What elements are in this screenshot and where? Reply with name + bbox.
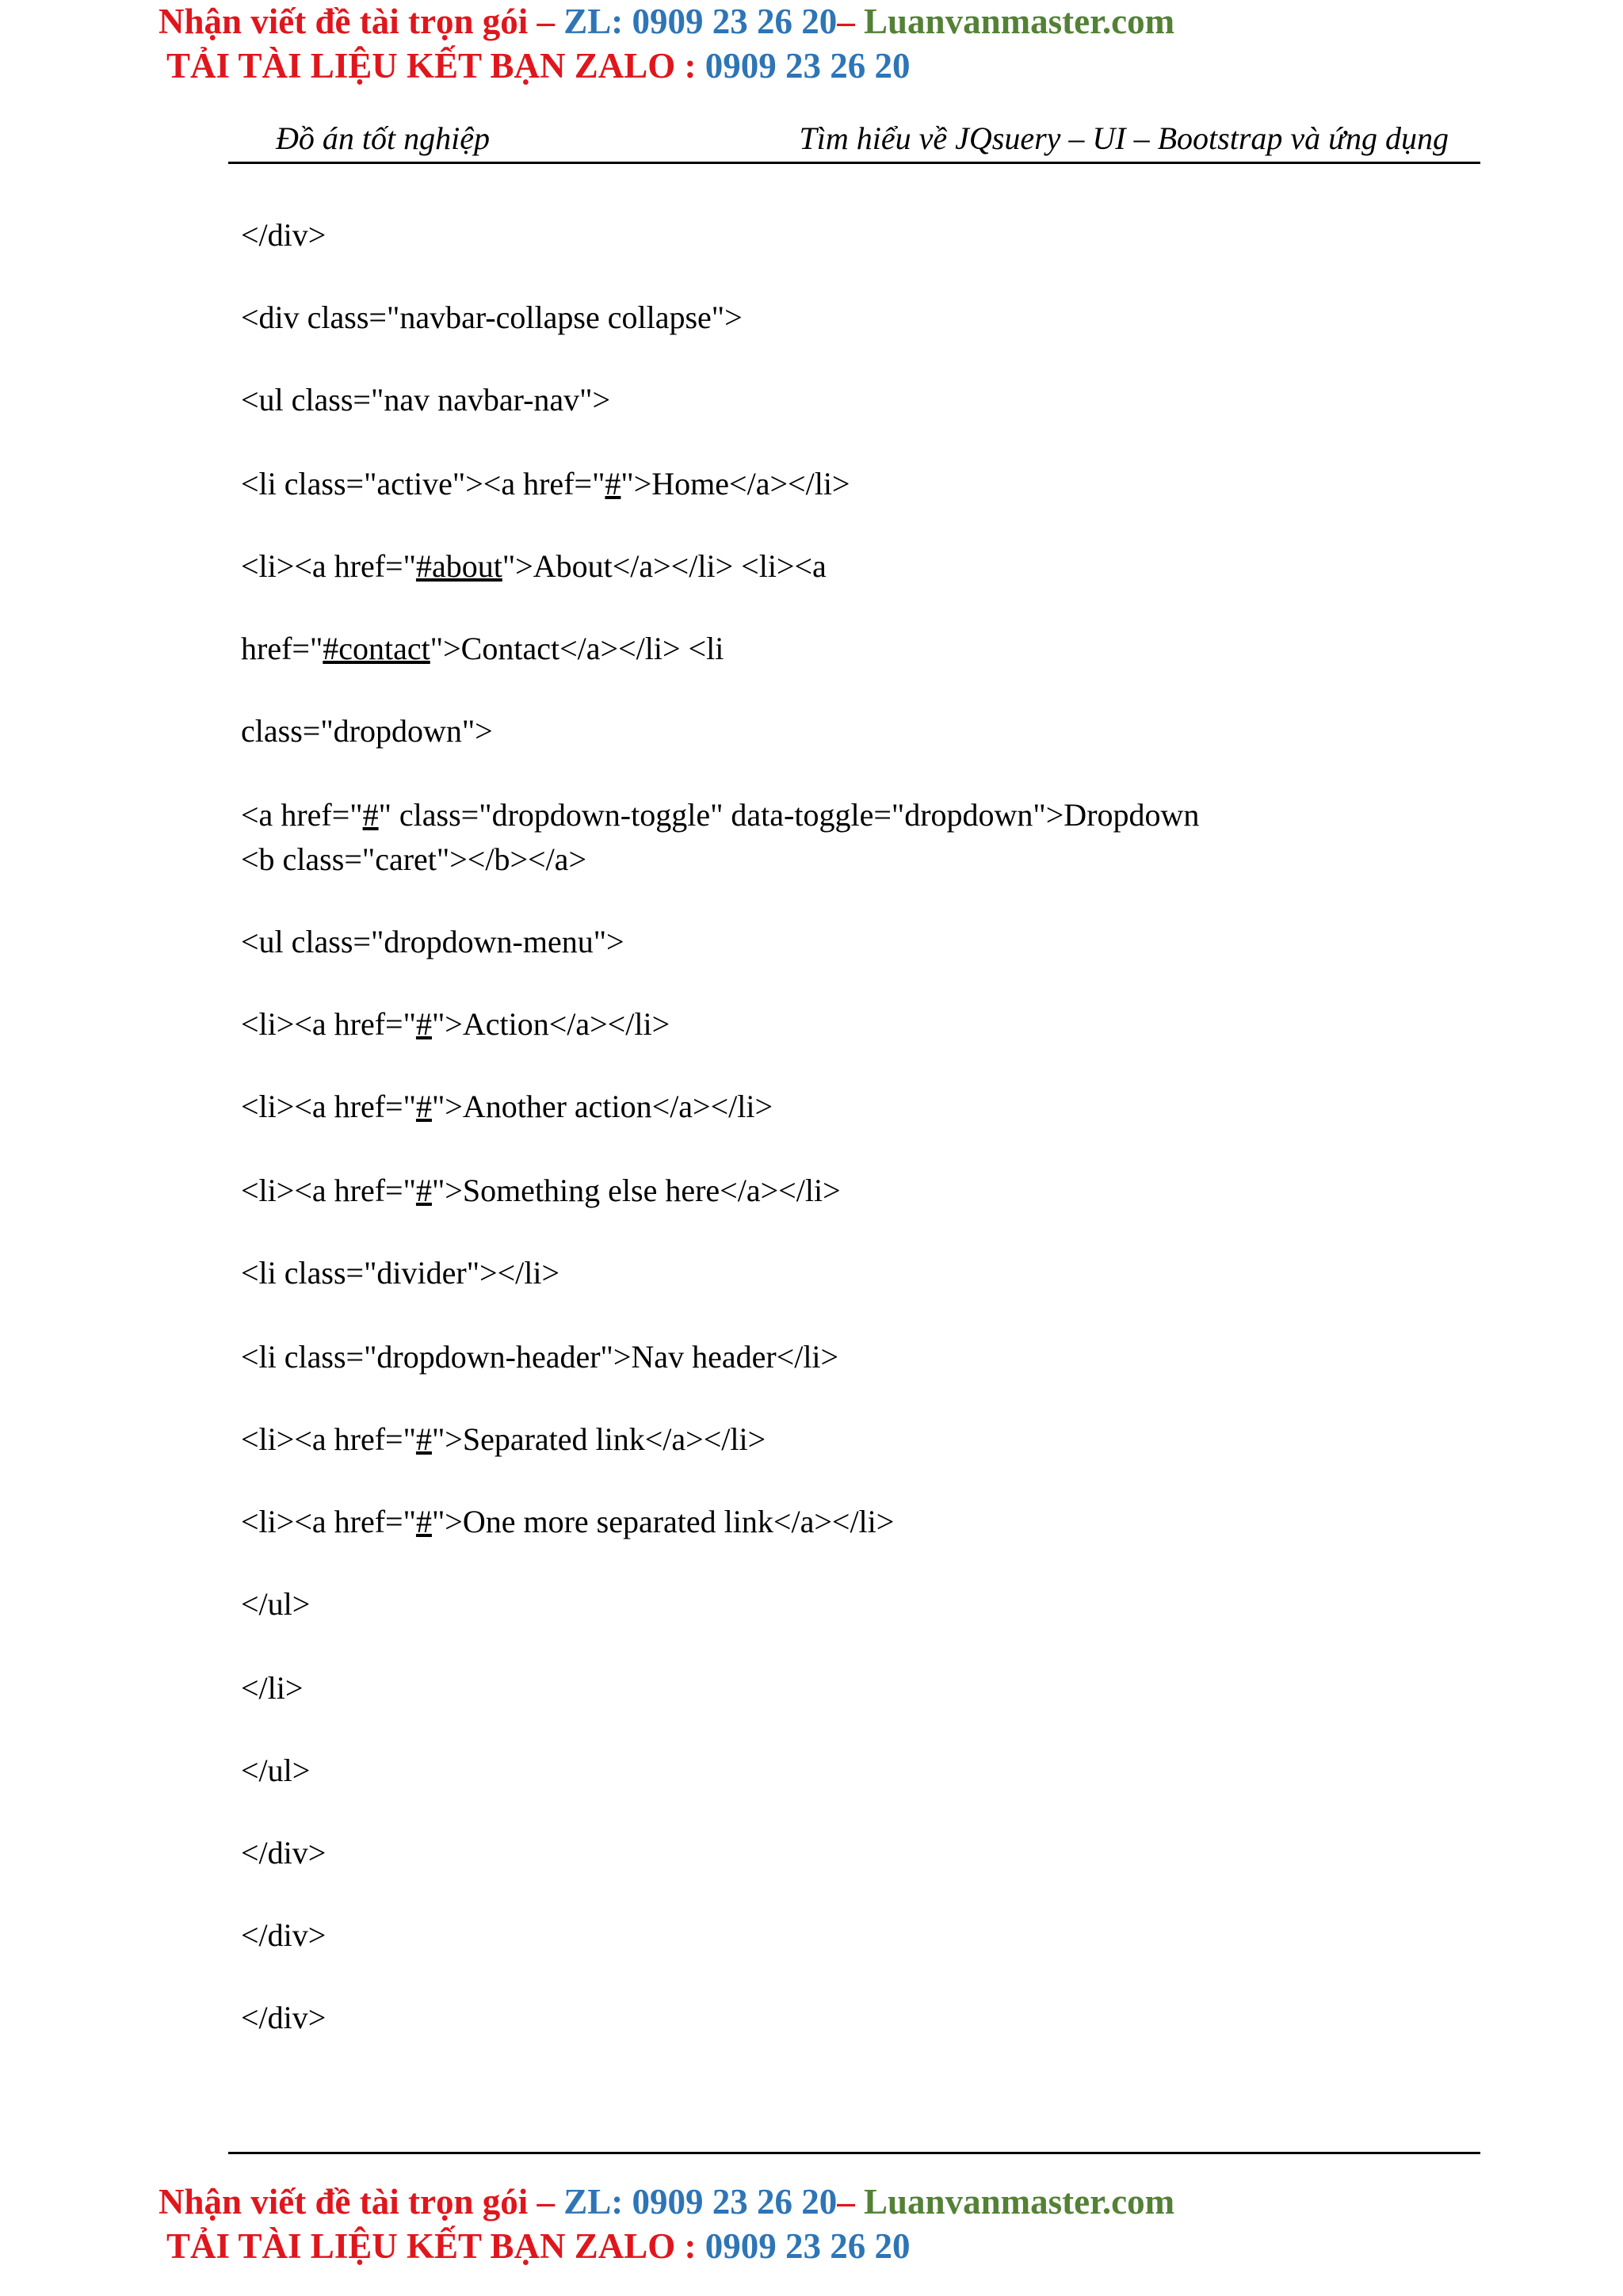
code-line: [241, 218, 326, 253]
code-text: ">About</a></li> <li><a: [502, 548, 827, 584]
code-text: <b class="caret"></b></a>: [241, 841, 586, 877]
promo-line-2-bottom: [166, 2225, 911, 2267]
promo-download-text: TẢI TÀI LIỆU KẾT BẠN ZALO :: [166, 2226, 697, 2266]
code-text: ">Action</a></li>: [431, 1006, 670, 1042]
code-text: ">Another action</a></li>: [431, 1089, 773, 1124]
code-link-anchor: #contact: [323, 631, 430, 666]
promo-website: Luanvanmaster.com: [854, 2182, 1175, 2222]
code-line: [241, 1007, 670, 1042]
code-line: [241, 714, 493, 749]
promo-zalo-phone: ZL: 0909 23 26 20: [555, 2182, 838, 2222]
code-link-anchor: #about: [415, 548, 502, 584]
code-text: <li><a href=": [241, 1173, 416, 1208]
code-text: class="dropdown">: [241, 713, 493, 749]
promo-service-text: Nhận viết đề tài trọn gói –: [158, 2, 555, 41]
code-text: </ul>: [241, 1753, 311, 1788]
code-text: <div class="navbar-collapse collapse">: [241, 299, 743, 335]
code-line: [241, 467, 850, 502]
code-link-anchor: #: [415, 1421, 432, 1457]
promo-line-1: [158, 0, 1174, 43]
promo-zalo-phone-2: 0909 23 26 20: [696, 2226, 911, 2266]
code-text: <li><a href=": [241, 548, 416, 584]
code-link-anchor: #: [415, 1089, 432, 1124]
code-text: </div>: [241, 1917, 327, 1953]
code-text: </div>: [241, 217, 327, 253]
code-text: ">Separated link</a></li>: [431, 1421, 766, 1457]
header-right-title: Tìm hiểu về JQsuery – UI – Bootstrap và ứng dụng: [799, 120, 1449, 156]
code-text: <ul class="nav navbar-nav">: [241, 382, 611, 418]
code-text: <li><a href=": [241, 1421, 416, 1457]
code-line: [241, 1836, 326, 1871]
code-text: " class="dropdown-toggle" data-toggle="dropdown">Dropdown: [378, 797, 1200, 833]
code-text: <li><a href=": [241, 1006, 416, 1042]
code-text: </li>: [241, 1670, 304, 1706]
code-text: </div>: [241, 1835, 327, 1871]
code-text: <li class="dropdown-header">Nav header</li>: [241, 1339, 839, 1375]
code-text: <li><a href=": [241, 1089, 416, 1124]
code-line: [241, 798, 1199, 833]
code-line: [241, 383, 610, 418]
promo-service-text: Nhận viết đề tài trọn gói –: [158, 2182, 555, 2222]
code-text: <ul class="dropdown-menu">: [241, 924, 624, 959]
code-line: [241, 300, 743, 335]
code-link-anchor: #: [415, 1173, 432, 1208]
running-header: [228, 117, 1480, 164]
code-line: [241, 925, 624, 959]
code-line: [241, 1918, 326, 1953]
promo-line-2: [166, 44, 911, 87]
code-line: [241, 1256, 559, 1291]
code-line: [241, 1505, 894, 1539]
code-text: </div>: [241, 2000, 327, 2035]
code-text: <li class="divider"></li>: [241, 1255, 560, 1291]
code-line: [241, 1173, 841, 1208]
header-left-title: Đồ án tốt nghiệp: [276, 120, 490, 156]
code-link-anchor: #: [415, 1006, 432, 1042]
promo-download-text: TẢI TÀI LIỆU KẾT BẠN ZALO :: [166, 46, 697, 86]
code-link-anchor: #: [415, 1504, 432, 1539]
code-line: [241, 1340, 838, 1375]
code-text: href=": [241, 631, 323, 666]
code-text: ">Home</a></li>: [621, 466, 850, 502]
footer-divider: [228, 2152, 1480, 2154]
code-line: [241, 1587, 310, 1622]
code-link-anchor: #: [362, 797, 379, 833]
code-text: ">Something else here</a></li>: [431, 1173, 841, 1208]
code-text: ">Contact</a></li> <li: [430, 631, 724, 666]
code-line: [241, 1422, 766, 1457]
code-line: [241, 549, 827, 584]
code-line: [241, 1753, 310, 1788]
code-text: ">One more separated link</a></li>: [431, 1504, 895, 1539]
code-line: [241, 1089, 773, 1124]
code-line: [241, 2000, 326, 2035]
promo-zalo-phone-2: 0909 23 26 20: [696, 46, 911, 86]
promo-zalo-phone: ZL: 0909 23 26 20: [555, 2, 838, 41]
promo-website: Luanvanmaster.com: [854, 2, 1175, 41]
code-line: [241, 842, 586, 877]
code-text: </ul>: [241, 1586, 311, 1622]
code-text: <li><a href=": [241, 1504, 416, 1539]
promo-dash: –: [837, 2, 855, 41]
promo-line-1-bottom: [158, 2180, 1174, 2223]
code-text: <a href=": [241, 797, 363, 833]
code-text: <li class="active"><a href=": [241, 466, 605, 502]
code-line: [241, 631, 724, 666]
promo-dash: –: [837, 2182, 855, 2222]
code-link-anchor: #: [605, 466, 621, 502]
code-line: [241, 1671, 303, 1706]
